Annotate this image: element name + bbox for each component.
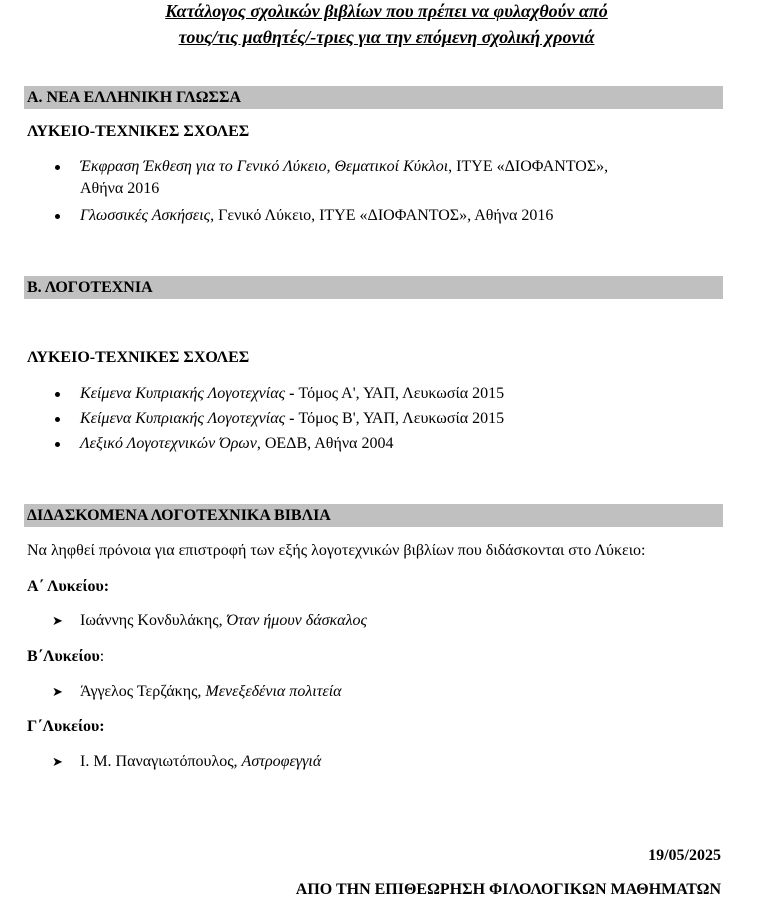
document-signature: ΑΠΟ ΤΗΝ ΕΠΙΘΕΩΡΗΣΗ ΦΙΛΟΛΟΓΙΚΩΝ ΜΑΘΗΜΑΤΩΝ [295, 881, 721, 898]
document-title-line-2: τους/τις μαθητές/-τριες για την επόμενη σχολική χρονιά [178, 27, 595, 47]
group-label-c: Γ΄Λυκείου: [27, 718, 105, 735]
section-a-heading: Α. ΝΕΑ ΕΛΛΗΝΙΚΗ ΓΛΩΣΣΑ [24, 86, 723, 109]
list-item [80, 383, 700, 405]
author: Άγγελος Τερζάκης, [80, 683, 206, 700]
book-title: Μενεξεδένια πολιτεία [205, 683, 342, 700]
section-c-heading: ΔΙΔΑΣΚΟΜΕΝΑ ΛΟΓΟΤΕΧΝΙΚΑ ΒΙΒΛΙΑ [24, 504, 723, 527]
group-label-b-text: Β΄Λυκείου [27, 648, 100, 665]
list-item [52, 751, 700, 773]
document-date: 19/05/2025 [648, 847, 721, 864]
book-details: Τόμος Α', ΥΑΠ, Λευκωσία 2015 [298, 385, 505, 402]
section-b-heading: Β. ΛΟΓΟΤΕΧΝΙΑ [24, 276, 723, 299]
book-title: Κείμενα Κυπριακής Λογοτεχνίας [80, 410, 286, 427]
group-label-a: Α΄ Λυκείου: [27, 578, 110, 595]
book-details: Τόμος Β', ΥΑΠ, Λευκωσία 2015 [298, 410, 505, 427]
list-item [80, 408, 700, 430]
bullet-dot-icon [55, 417, 60, 422]
document-title-line-1: Κατάλογος σχολικών βιβλίων που πρέπει να φυλαχθούν από [165, 1, 608, 21]
book-title: Αστροφεγγιά [241, 753, 322, 770]
book-title: Όταν ήμουν δάσκαλος [226, 612, 367, 629]
book-title: Γλωσσικές Ασκήσεις [80, 207, 211, 224]
book-title: Έκφραση Έκθεση για το Γενικό Λύκειο, Θεματικοί Κύκλοι [80, 158, 449, 175]
bullet-dot-icon [55, 214, 60, 219]
group-label-b-colon: : [99, 648, 105, 665]
separator: - [285, 410, 299, 427]
section-b-subheading: ΛΥΚΕΙΟ-ΤΕΧΝΙΚΕΣ ΣΧΟΛΕΣ [27, 349, 250, 366]
bullet-dot-icon [55, 392, 60, 397]
list-item [80, 156, 700, 200]
list-item [52, 681, 700, 703]
arrow-bullet-icon: ➤ [52, 613, 63, 628]
section-c-intro: Να ληφθεί πρόνοια για επιστροφή των εξής λογοτεχνικών βιβλίων που διδάσκονται στο Λύκειο: [27, 542, 646, 559]
arrow-bullet-icon: ➤ [52, 684, 63, 699]
book-details-continued: Αθήνα 2016 [80, 180, 160, 197]
book-details: , ΙΤΥΕ «ΔΙΟΦΑΝΤΟΣ», [448, 158, 609, 175]
list-item [52, 610, 700, 632]
book-title: Κείμενα Κυπριακής Λογοτεχνίας [80, 385, 286, 402]
book-title: Λεξικό Λογοτεχνικών Όρων [80, 435, 257, 452]
author: Ιωάννης Κονδυλάκης, [80, 612, 227, 629]
group-label-b [27, 647, 104, 667]
list-item [80, 205, 700, 227]
book-details: , ΟΕΔΒ, Αθήνα 2004 [256, 435, 394, 452]
bullet-dot-icon [55, 442, 60, 447]
section-a-subheading: ΛΥΚΕΙΟ-ΤΕΧΝΙΚΕΣ ΣΧΟΛΕΣ [27, 123, 250, 140]
separator: - [285, 385, 299, 402]
bullet-dot-icon [55, 165, 60, 170]
arrow-bullet-icon: ➤ [52, 754, 63, 769]
author: Ι. Μ. Παναγιωτόπουλος, [80, 753, 242, 770]
book-details: , Γενικό Λύκειο, ΙΤΥΕ «ΔΙΟΦΑΝΤΟΣ», Αθήνα 2016 [210, 207, 554, 224]
list-item [80, 433, 700, 455]
